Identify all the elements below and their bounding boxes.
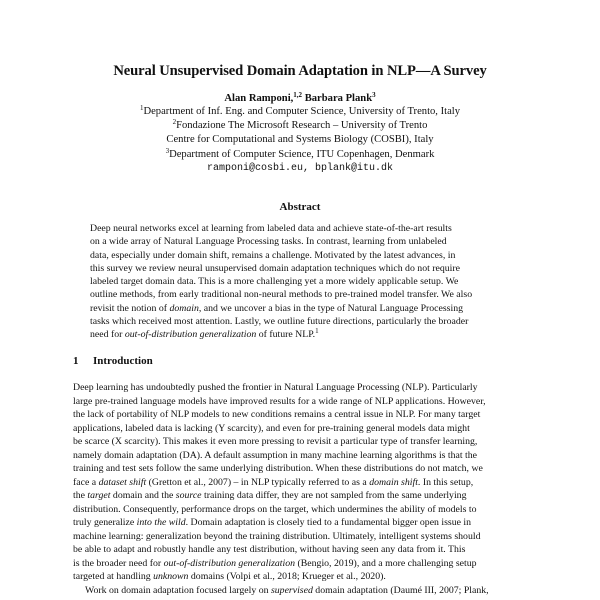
abstract-text [90,222,510,342]
body-line: namely domain adaptation (DA). A default assumption in many machine learning algorithms is that the [73,449,478,461]
author-name: Alan Ramponi, [224,93,294,104]
author-emails: ramponi@cosbi.eu, bplank@itu.dk [206,163,394,174]
section-number: 1 [73,355,79,367]
abstract-line: tasks which received most attention. Lastly, we outline future directions, particularly the broader [90,316,469,328]
affiliation-line: Centre for Computational and Systems Biology (COSBI), Italy [166,134,434,146]
paper-title: Neural Unsupervised Domain Adaptation in NLP—A Survey [113,63,487,79]
body-line: Work on domain adaptation focused largely on supervised domain adaptation (Daumé III, 2007; Plank, [85,584,489,596]
body-line: targeted at handling unknown domains (Volpi et al., 2018; Krueger et al., 2020). [73,571,386,582]
body-line: is the broader need for out-of-distribution generalization (Bengio, 2019), and a more challenging setup [73,557,477,569]
abstract-line: on a wide array of Natural Language Processing tasks. In contrast, learning from unlabeled [90,236,447,248]
affiliation-line: $^2$Fondazione The Microsoft Research – University of Trento [172,118,428,132]
abstract-line: revisit the notion of domain, and we uncover a bias in the type of Natural Language Processing [90,302,464,314]
section-heading [73,355,153,367]
body-text [73,381,529,597]
body-line: machine learning: generalization beyond the training distribution. Ultimately, intelligent systems should [73,530,481,542]
body-line: be scarce (X scarcity). This makes it even more pressing to revisit a particular type of transfer learning, [73,436,478,447]
body-line: large pre-trained language models have improved results for a wide range of NLP applications. However, [73,395,486,407]
body-line: training and test sets follow the same underlying distribution. When these distributions do not match, we [73,463,483,474]
abstract-line: Deep neural networks excel at learning from labeled data and achieve state-of-the-art results [90,223,452,234]
body-line: distribution. Consequently, performance drops on the target, which undermines the ability of models to [73,503,477,515]
affiliation-line: $^3$Department of Computer Science, ITU Copenhagen, Denmark [165,146,435,160]
author-line [0,93,600,104]
abstract-line: this survey we review neural unsupervised domain adaptation techniques which do not require [90,262,460,274]
abstract-heading: Abstract [279,201,321,213]
body-line: truly generalize into the wild. Domain adaptation is closely tied to a fundamental bigger open issue in [73,517,472,528]
body-line: Deep learning has undoubtedly pushed the frontier in Natural Language Processing (NLP). Particularly [73,382,478,393]
body-line: applications, labeled data is lacking (Y scarcity), and even for pre-training general models data might [73,422,470,434]
abstract-line: labeled target domain data. This is a more challenging yet a more widely applicable setup. We [90,276,459,288]
affiliations [0,105,600,162]
abstract-line: outline methods, from early traditional non-neural methods to pre-trained model transfer. We also [90,289,473,301]
emphasis: out-of-distribution generalization [124,329,257,341]
author-name: Barbara Plank [304,93,373,104]
abstract-line: data, especially under domain shift, remains a challenge. Motivated by the latest advances, in [90,249,456,261]
affiliation-line: $^1$Department of Inf. Eng. and Computer Science, University of Trento, Italy [139,104,461,117]
body-line: face a dataset shift (Gretton et al., 2007) – in NLP typically referred to as a domain shift. In this setup, [73,476,474,488]
author-affil-mark: 3 [372,91,376,99]
author-affil-mark: 1,2 [293,91,303,99]
body-line: the target domain and the source training data differ, they are not sampled from the same underlying [73,490,467,501]
emphasis: domain [169,302,199,314]
abstract-line: need for out-of-distribution generalization of future NLP.$^1$ [90,327,319,341]
footnote-mark: 1 [315,327,319,336]
body-line: be able to adapt and robustly handle any test distribution, without having seen any data from it. This [73,544,466,555]
body-line: the lack of portability of NLP models to new conditions remains a central issue in NLP. For many target [73,409,481,420]
section-title: Introduction [93,355,153,367]
